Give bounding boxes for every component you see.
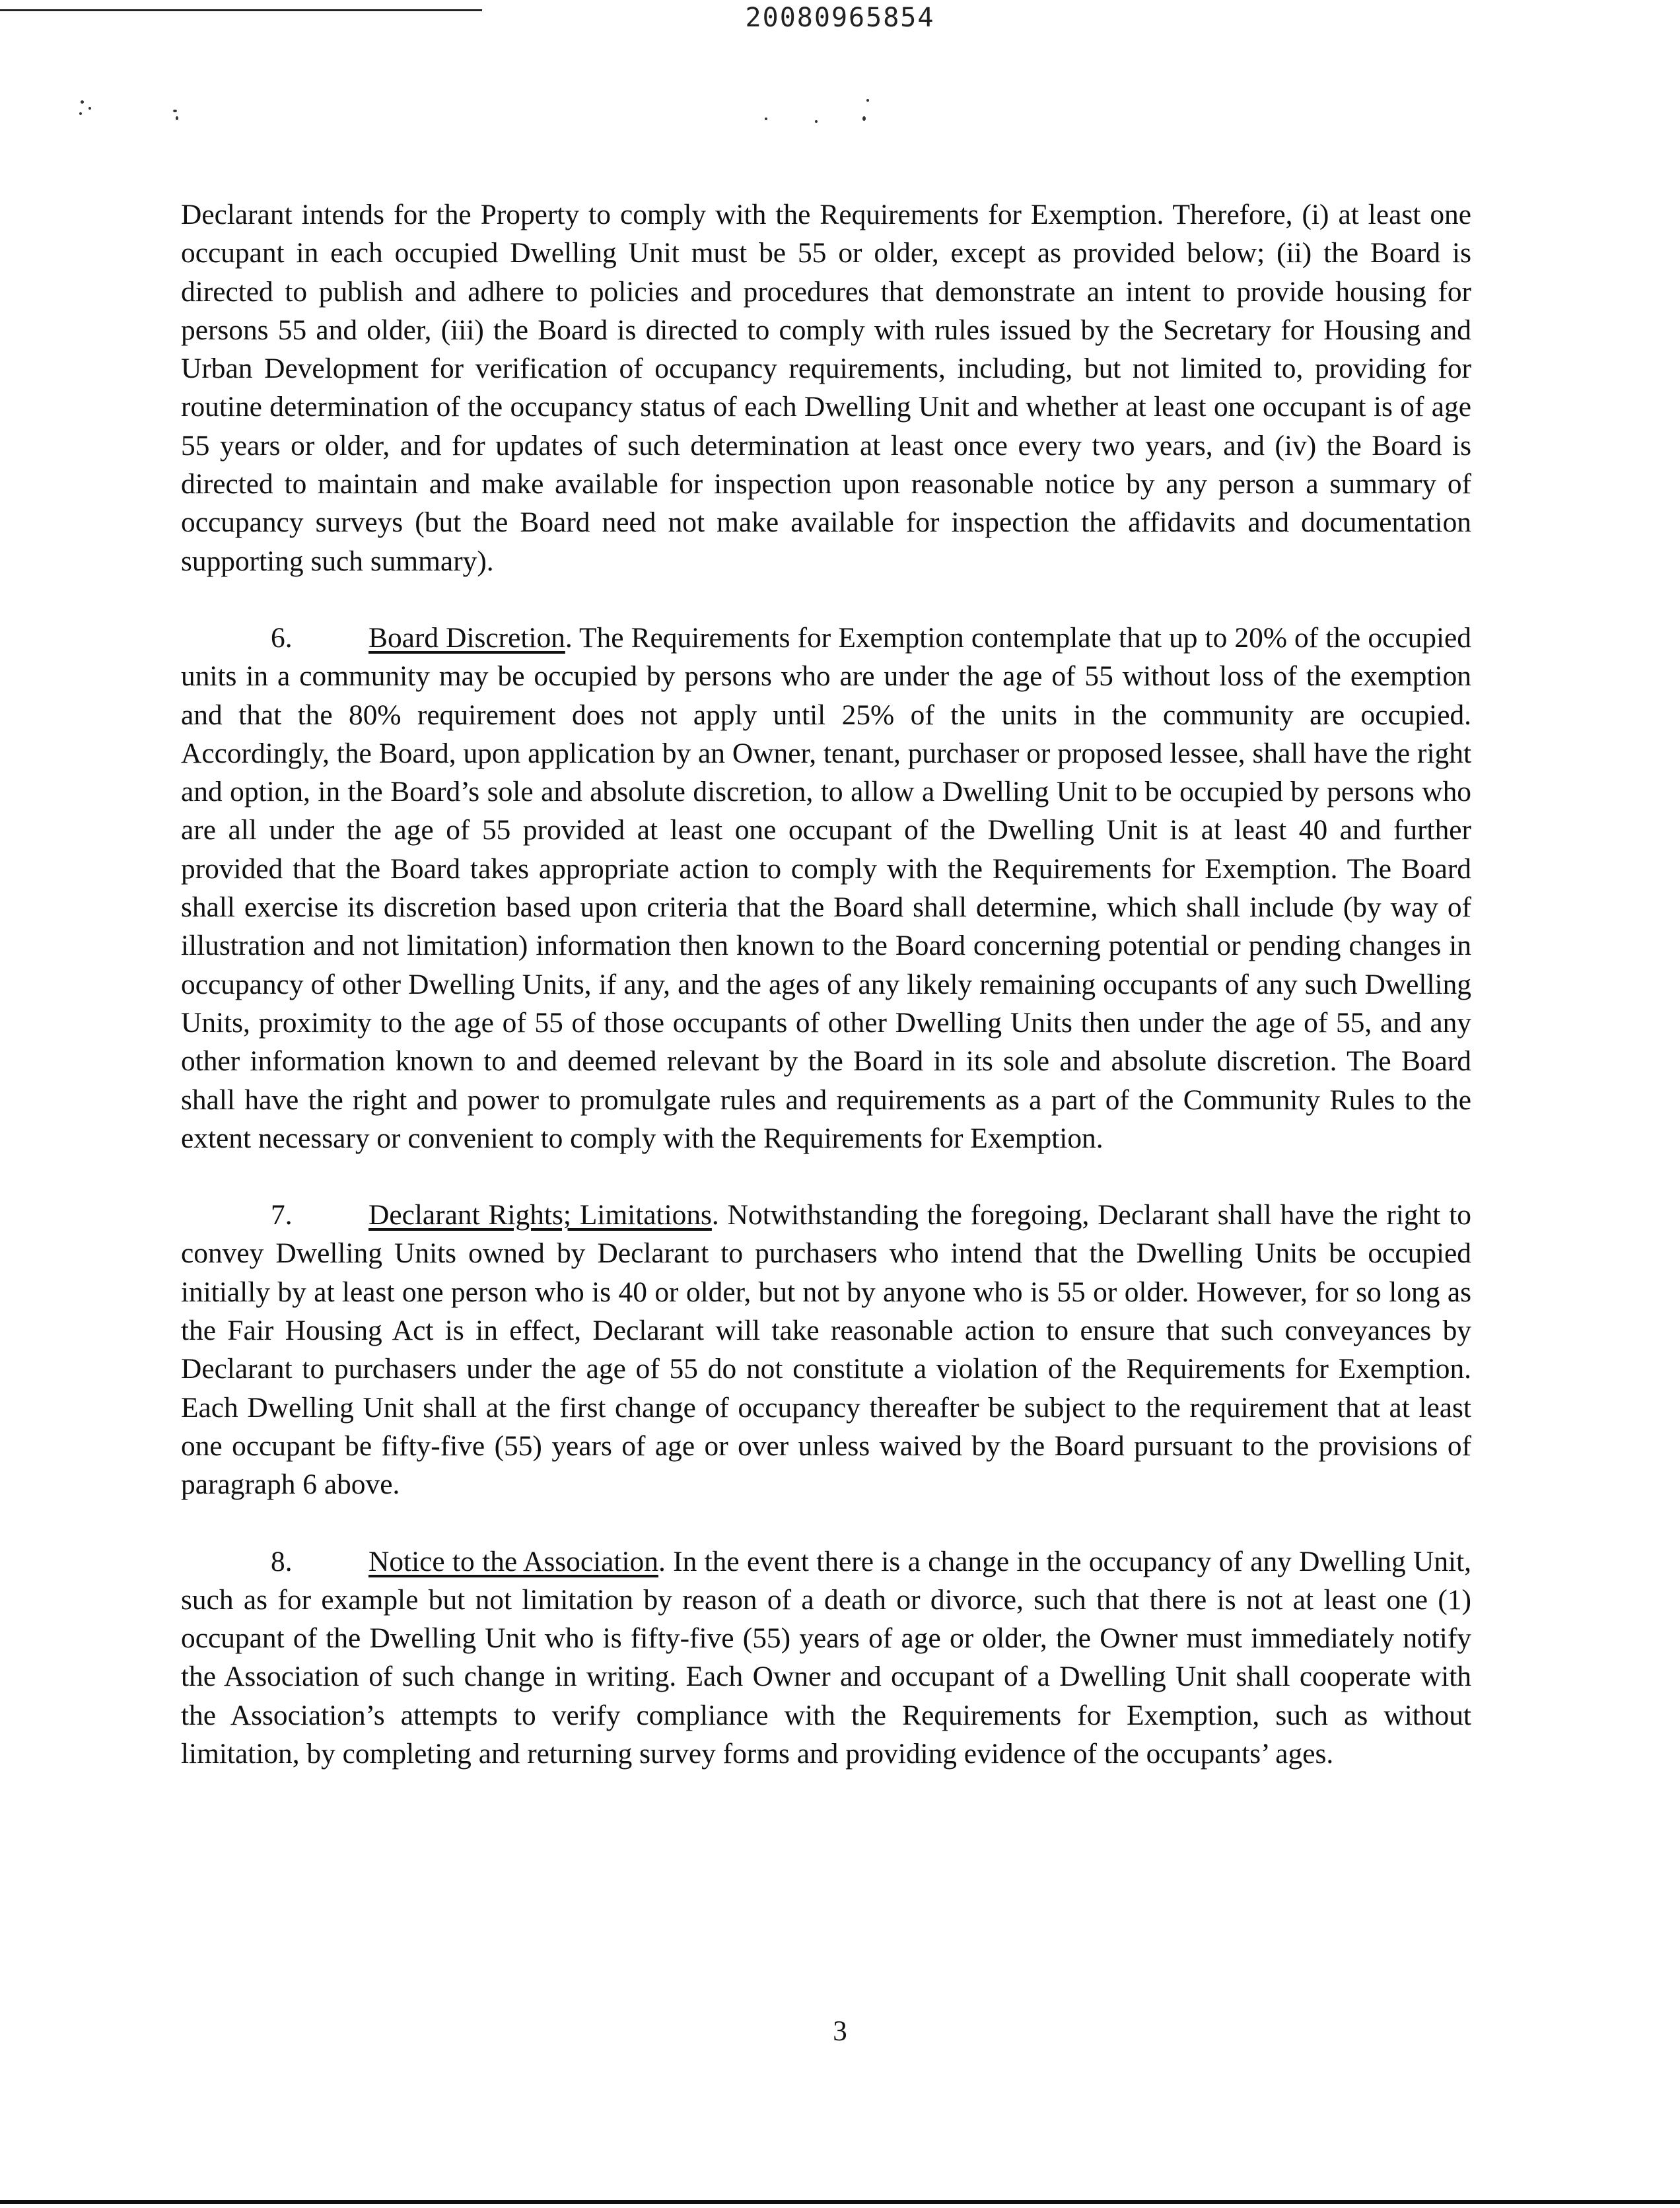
paragraph-number: 8. <box>271 1545 293 1577</box>
paragraph-8 <box>181 1542 1471 1774</box>
document-body <box>181 195 1471 1811</box>
paragraph-number: 6. <box>271 621 293 654</box>
document-number: 20080965854 <box>745 3 935 33</box>
paragraph-7 <box>181 1196 1471 1503</box>
paragraph-number: 7. <box>271 1199 293 1231</box>
bottom-rule <box>0 2200 1680 2204</box>
paragraph-6 <box>181 619 1471 1157</box>
scan-speck <box>862 116 866 121</box>
scan-speck <box>88 107 91 110</box>
scan-speck <box>765 118 767 120</box>
intro-paragraph: Declarant intends for the Property to comply with the Requirements for Exemption. Therefore, (i) at least one occupant in each occupied Dwelling Unit must be 55 or older, except as provided below; (ii) the Board is directed to publish and adhere to policies and procedures that demonstrate an intent to provide housing for persons 55 and older, (iii) the Board is directed to comply with rules issued by the Secretary for Housing and Urban Development for verification of occupancy requirements, including, but not limited to, providing for routine determination of the occupancy status of each Dwelling Unit and whether at least one occupant is of age 55 years or older, and for updates of such determination at least once every two years, and (iv) the Board is directed to maintain and make available for inspection upon reasonable notice by any person a summary of occupancy surveys (but the Board need not make available for inspection the affidavits and documentation supporting such summary). <box>181 199 1471 577</box>
paragraph-text: . In the event there is a change in the occupancy of any Dwelling Unit, such as for example but not limitation by reason of a death or divorce, such that there is not at least one (1) occupant of the Dwelling Unit who is fifty-five (55) years of age or older, the Owner must immediately notify the Association of such change in writing. Each Owner and occupant of a Dwelling Unit shall cooperate with the Association’s attempts to verify compliance with the Requirements for Exemption, such as without limitation, by completing and returning survey forms and providing evidence of the occupants’ ages. <box>181 1545 1472 1770</box>
paragraph-heading: Board Discretion <box>368 621 565 654</box>
paragraph-heading: Declarant Rights; Limitations <box>368 1199 712 1231</box>
paragraph-heading: Notice to the Association <box>368 1545 658 1577</box>
scan-speck <box>173 110 177 112</box>
page-number: 3 <box>833 2016 847 2047</box>
scan-speck <box>81 100 84 104</box>
scan-speck <box>815 120 818 123</box>
scan-speck <box>176 116 178 120</box>
scan-speck <box>79 112 82 115</box>
paragraph-text: . Notwithstanding the foregoing, Declarant shall have the right to convey Dwelling Units owned by Declarant to purchasers who intend that the Dwelling Units be occupied initially by at least one person who is 40 or older, but not by anyone who is 55 or older. However, for so long as the Fair Housing Act is in effect, Declarant will take reasonable action to ensure that such conveyances by Declarant to purchasers under the age of 55 do not constitute a violation of the Requirements for Exemption. Each Dwelling Unit shall at the first change of occupancy thereafter be subject to the requirement that at least one occupant be fifty-five (55) years of age or over unless waived by the Board pursuant to the provisions of paragraph 6 above. <box>181 1199 1471 1501</box>
paragraph-text: . The Requirements for Exemption contemplate that up to 20% of the occupied units in a community may be occupied by persons who are under the age of 55 without loss of the exemption and that the 80% requirement does not apply until 25% of the units in the community are occupied. Accordingly, the Board, upon application by an Owner, tenant, purchaser or proposed lessee, shall have the right and option, in the Board’s sole and absolute discretion, to allow a Dwelling Unit to be occupied by persons who are all under the age of 55 provided at least one occupant of the Dwelling Unit is at least 40 and further provided that the Board takes appropriate action to comply with the Requirements for Exemption. The Board shall exercise its discretion based upon criteria that the Board shall determine, which shall include (by way of illustration and not limitation) information then known to the Board concerning potential or pending changes in occupancy of other Dwelling Units, if any, and the ages of any likely remaining occupants of any such Dwelling Units, proximity to the age of 55 of those occupants of other Dwelling Units then under the age of 55, and any other information known to and deemed relevant by the Board in its sole and absolute discretion. The Board shall have the right and power to promulgate rules and requirements as a part of the Community Rules to the extent necessary or convenient to comply with the Requirements for Exemption. <box>181 621 1471 1154</box>
scan-speck <box>866 99 869 102</box>
